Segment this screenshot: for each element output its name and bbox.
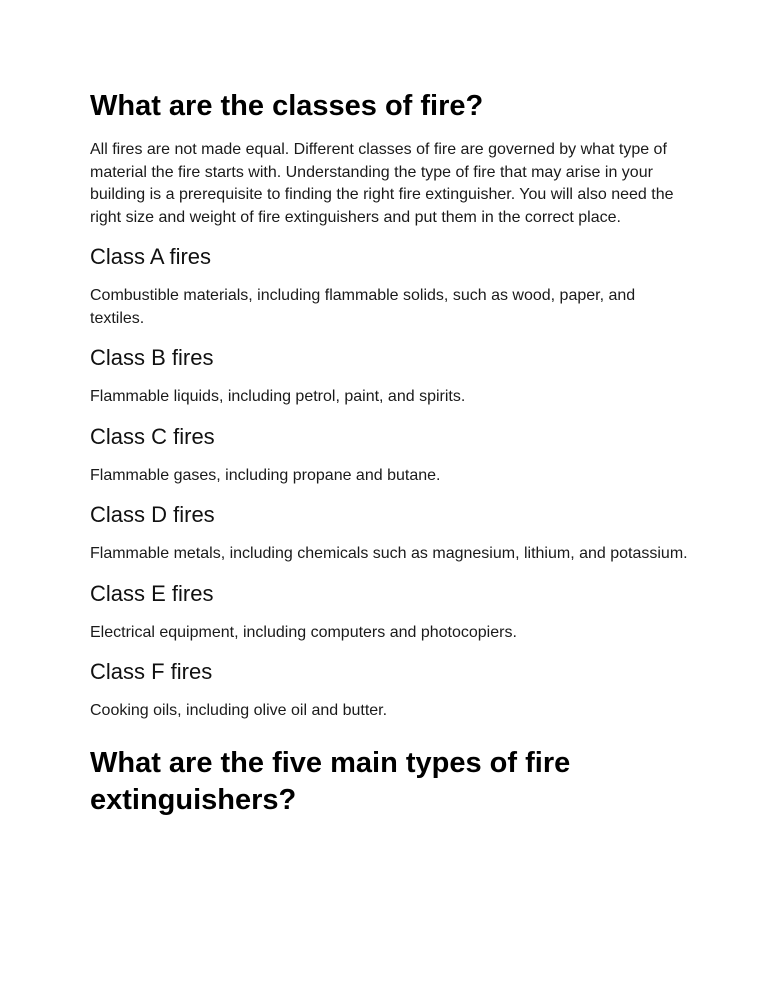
section-text: Flammable liquids, including petrol, paint, and spirits. <box>90 388 466 405</box>
section-heading: Class A fires <box>90 244 212 269</box>
section-class-a <box>90 243 690 330</box>
section-class-b <box>90 344 690 409</box>
page-title: What are the classes of fire? <box>90 90 484 122</box>
section-heading: Class D fires <box>90 502 215 527</box>
section-heading: Class B fires <box>90 345 214 370</box>
section-heading: Class C fires <box>90 423 215 449</box>
section-text: Combustible materials, including flammable solids, such as wood, paper, and textiles. <box>90 287 636 327</box>
section-text: Flammable metals, including chemicals such as magnesium, lithium, and potassium. <box>90 545 688 562</box>
section-class-d <box>90 501 690 566</box>
next-section-title: What are the five main types of fire extinguishers? <box>90 746 571 816</box>
section-class-c <box>90 423 690 488</box>
document-body <box>90 88 690 819</box>
section-heading: Class F fires <box>90 659 213 684</box>
section-text: Cooking oils, including olive oil and butter. <box>90 702 388 719</box>
section-heading: Class E fires <box>90 580 214 606</box>
section-text: Flammable gases, including propane and butane. <box>90 466 441 484</box>
section-text: Electrical equipment, including computers and photocopiers. <box>90 623 517 641</box>
section-class-e <box>90 580 690 645</box>
section-class-f <box>90 658 690 723</box>
intro-paragraph: All fires are not made equal. Different classes of fire are governed by what type of material the fire starts with. Understanding the type of fire that may arise in your building is a prerequisite to finding the right fire extinguisher. You will also need the right size and weight of fire extinguishers and put them in the correct place. <box>90 141 674 226</box>
